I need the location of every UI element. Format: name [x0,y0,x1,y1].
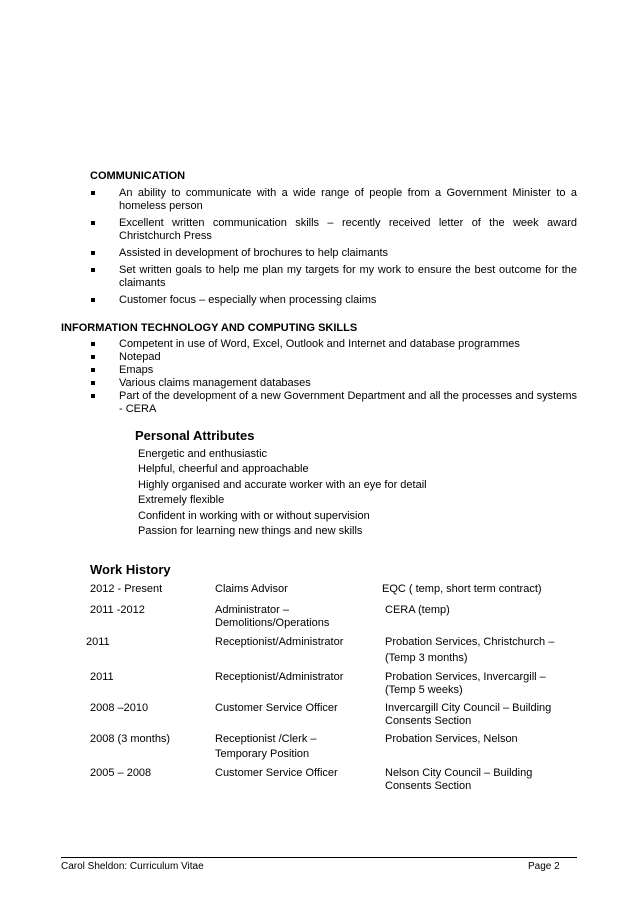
bullet-icon [91,268,95,272]
list-item: Set written goals to help me plan my targets for my work to ensure the best outcome for the claimants [90,264,577,290]
work-role: Receptionist/Administrator [215,671,344,683]
work-date: 2008 –2010 [90,702,149,714]
list-item: Emaps [90,364,577,377]
work-date: 2008 (3 months) [90,733,171,745]
bullet-icon [91,298,95,302]
list-item: Part of the development of a new Government Department and all the processes and systems - CERA [90,390,577,416]
list-item: An ability to communicate with a wide range of people from a Government Minister to a homeless person [90,187,577,213]
communication-list [90,187,577,307]
communication-heading: COMMUNICATION [90,170,186,182]
attribute-item: Highly organised and accurate worker with an eye for detail [138,479,427,491]
work-date: 2011 -2012 [90,604,145,616]
bullet-icon [91,191,95,195]
bullet-icon [91,394,95,398]
bullet-icon [91,251,95,255]
attribute-item: Passion for learning new things and new skills [138,525,363,537]
bullet-icon [91,368,95,372]
work-role: Receptionist/Administrator [215,636,344,648]
it-skills-heading: INFORMATION TECHNOLOGY AND COMPUTING SKILLS [61,322,358,334]
work-date: 2005 – 2008 [90,767,152,779]
it-skills-list [90,338,577,416]
footer-divider [61,857,577,858]
work-role: Customer Service Officer [215,702,338,714]
list-item: Various claims management databases [90,377,577,390]
work-role: Claims Advisor [215,583,288,595]
attribute-item: Extremely flexible [138,494,225,506]
work-role-note: Temporary Position [215,748,310,760]
work-date: 2011 [86,636,110,648]
work-org: CERA (temp) [385,604,450,616]
work-history-heading: Work History [90,562,171,577]
work-org: Probation Services, Nelson [385,733,518,745]
bullet-icon [91,355,95,359]
attribute-item: Helpful, cheerful and approachable [138,463,309,475]
attribute-item: Energetic and enthusiastic [138,448,268,460]
work-role: Administrator – Demolitions/Operations [215,604,330,629]
work-date: 2011 [90,671,114,683]
work-date: 2012 - Present [90,583,163,595]
work-org: Probation Services, Invercargill – (Temp 5 weeks) [385,671,546,696]
work-org-note: (Temp 3 months) [385,652,468,664]
work-org: Probation Services, Christchurch – [385,636,555,648]
footer-page-number: Page 2 [528,861,560,872]
work-role: Receptionist /Clerk – [215,733,317,745]
list-item: Assisted in development of brochures to help claimants [90,247,577,260]
bullet-icon [91,221,95,225]
list-item: Customer focus – especially when processing claims [90,294,577,307]
work-org: Nelson City Council – Building Consents Section [385,767,533,792]
list-item: Notepad [90,351,577,364]
list-item: Excellent written communication skills – recently received letter of the week award Christchurch Press [90,217,577,243]
work-role: Customer Service Officer [215,767,338,779]
list-item: Competent in use of Word, Excel, Outlook and Internet and database programmes [90,338,577,351]
work-org: Invercargill City Council – Building Consents Section [385,702,552,727]
work-org: EQC ( temp, short term contract) [382,583,542,595]
attribute-item: Confident in working with or without supervision [138,510,370,522]
footer-document-title: Carol Sheldon: Curriculum Vitae [61,861,204,872]
personal-attributes-heading: Personal Attributes [135,428,255,443]
bullet-icon [91,342,95,346]
bullet-icon [91,381,95,385]
